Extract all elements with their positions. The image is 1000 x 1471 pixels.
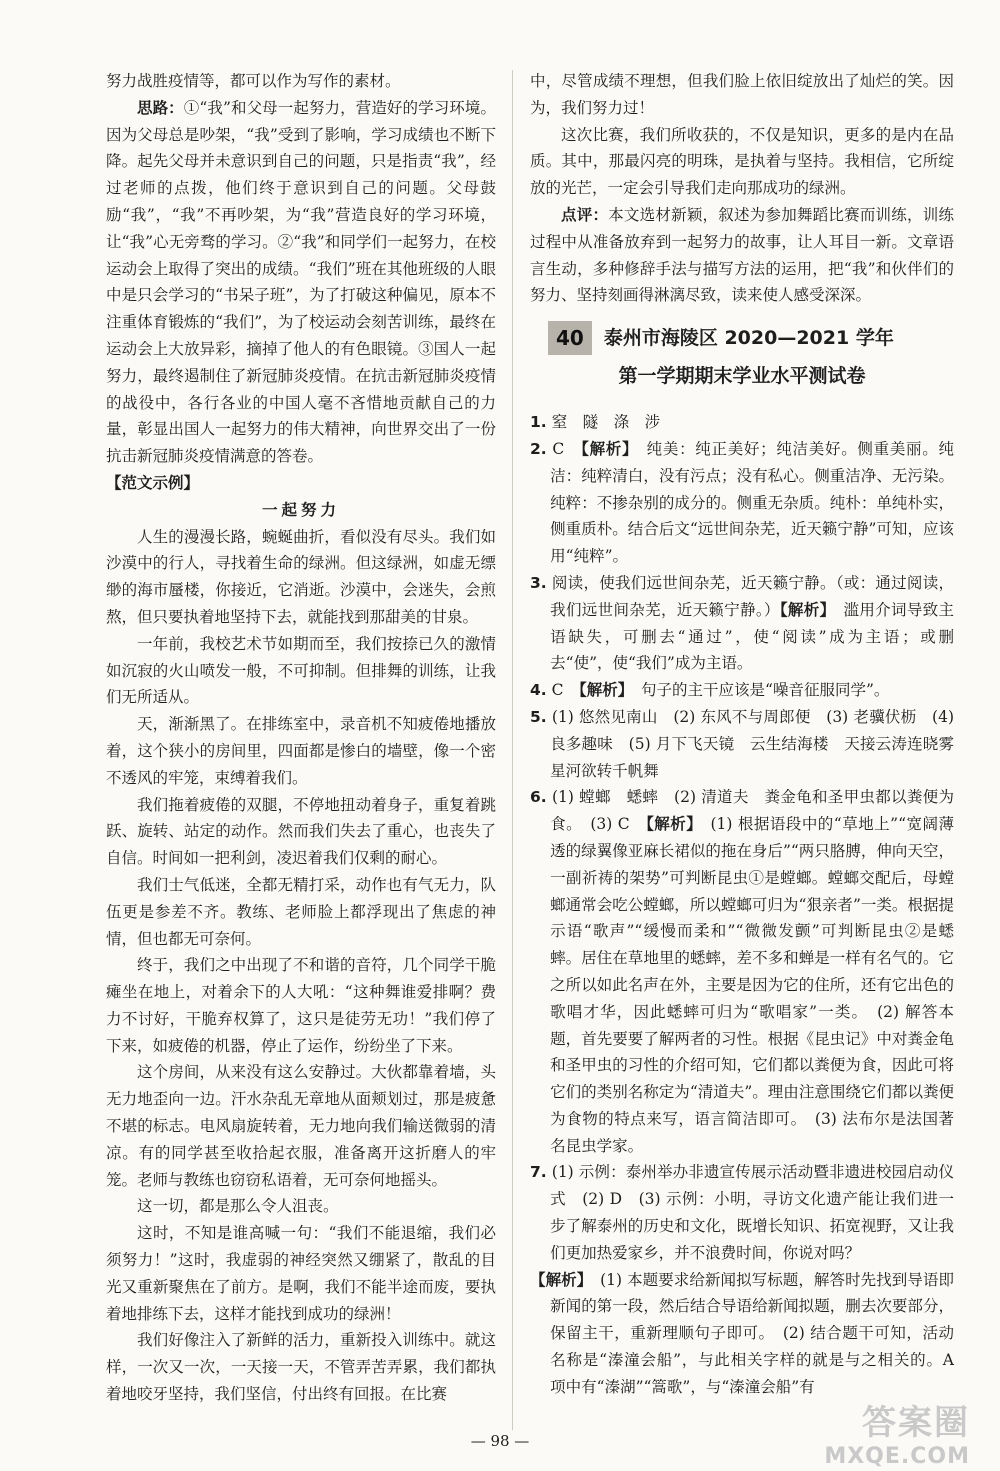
section-heading: [530, 319, 954, 395]
intro-tail: 努力战胜疫情等，都可以作为写作的素材。: [106, 72, 401, 90]
page-number: — 98 —: [470, 1432, 530, 1450]
answer-number: 4.: [530, 681, 547, 700]
silu-label: 思路：: [137, 98, 184, 117]
answer-text: (1) 本题要求给新闻拟写标题，解答时先找到导语即新闻的第一段，然后结合导语给新闻拟题，删去次要部分，保留主干，重新理顺句子即可。 (2) 结合题干可知，活动名称是“溱潼会船”，与此相关字样的就是与之相关的。A 项中有“溱湖”“篙歌”，与“溱潼会船”有: [550, 1270, 954, 1396]
essay-paragraph: 这时，不知是谁高喊一句：“我们不能退缩，我们必须努力！”这时，我虚弱的神经突然又绷紧了，散乱的目光又重新聚焦在了前方。是啊，我们不能半途而废，要执着地排练下去，这样才能找到成功的绿洲！: [106, 1224, 496, 1323]
section-title-line1: 泰州市海陵区 2020—2021 学年: [603, 327, 894, 350]
answer-text: (1) 示例：泰州举办非遗宣传展示活动暨非遗进校园启动仪式 (2) D (3) 示例：小明，寻访文化遗产能让我们进一步了解泰州的历史和文化，既增长知识、拓宽视野，又让我们更加热爱家乡，并不浪费时间，你说对吗？: [550, 1163, 954, 1262]
jiexi-label: 【解析】: [779, 600, 828, 619]
answer-text: 阅读，使我们远世间杂芜，近天籁宁静。（或：通过阅读，我们远世间杂芜，近天籁宁静。）: [550, 573, 954, 619]
left-column: [106, 68, 496, 1408]
essay-paragraph: 天，渐渐黑了。在排练室中，录音机不知疲倦地播放着，这个狭小的房间里，四面都是惨白的墙壁，像一个密不透风的牢笼，束缚着我们。: [106, 715, 496, 787]
watermark-logo: [824, 1395, 970, 1469]
essay-body-right: [530, 68, 954, 202]
watermark-line1: 答案圈: [862, 1403, 970, 1443]
section-title-line2: 第一学期期末学业水平测试卷: [618, 365, 866, 388]
answer-text: 窒 隧 涤 涉: [551, 413, 661, 432]
answer-text: 滥用介词导致主语缺失，可删去“通过”，使“阅读”成为主语；或删去“使”，使“我们”成为主语。: [550, 600, 954, 673]
essay-paragraph: 一年前，我校艺术节如期而至，我们按捺已久的激情如沉寂的火山喷发一般，不可抑制。但排舞的训练，让我们无所适从。: [106, 634, 496, 707]
answer-number: 2.: [530, 439, 547, 458]
answer-list: [530, 409, 970, 1400]
essay-paragraph: 这次比赛，我们所收获的，不仅是知识，更多的是内在品质。其中，那最闪亮的明珠，是执着与坚持。我相信，它所绽放的光芒，一定会引导我们走向那成功的绿洲。: [530, 125, 954, 198]
answer-item: [530, 784, 954, 1159]
essay-paragraph: 这个房间，从来没有这么安静过。大伙都靠着墙，头无力地歪向一边。汗水杂乱无章地从面颊划过，那是疲惫不堪的标志。电风扇旋转着，无力地向我们输送微弱的清凉。有的同学甚至收拾起衣服，准备离开这折磨人的牢笼。老师与教练也窃窃私语着，无可奈何地摇头。: [106, 1063, 496, 1189]
silu-text: ①“我”和父母一起努力，营造好的学习环境。因为父母总是吵架，“我”受到了影响，学习成绩也不断下降。起先父母并未意识到自己的问题，只是指责“我”，经过老师的点拨，他们终于意识到自己的问题。父母鼓励“我”，“我”不再吵架，为“我”营造良好的学习环境，让“我”心无旁骛的学习。②“我”和同学们一起努力，在校运动会上取得了突出的成绩。“我们”班在其他班级的人眼中是只会学习的“书呆子班”，为了打破这种偏见，原本不注重体育锻炼的“我们”，为了校运动会刻苦训练，最终在运动会上大放异彩，摘掉了他人的有色眼镜。③国人一起努力，最终遏制住了新冠肺炎疫情。在抗击新冠肺炎疫情的战役中，各行各业的中国人毫不吝惜地贡献自己的力量，彰显出国人一起努力的伟大精神，向世界交出了一份抗击新冠肺炎疫情满意的答卷。: [106, 98, 496, 466]
answer-item: [530, 677, 954, 704]
dianping-paragraph: [530, 202, 954, 309]
answer-item: [530, 436, 954, 570]
essay-paragraph: 我们好像注入了新鲜的活力，重新投入训练中。就这样，一次又一次，一天接一天，不管弄苦弄累，我们都执着地咬牙坚持，我们坚信，付出终有回报。在比赛: [106, 1331, 496, 1404]
essay-body-left: [106, 524, 496, 1408]
jiexi-label: 【解析】: [646, 815, 695, 834]
essay-title: 一起努力: [261, 500, 340, 519]
answer-text: C: [552, 439, 582, 458]
essay-paragraph: 人生的漫漫长路，蜿蜒曲折，看似没有尽头。我们如沙漠中的行人，寻找着生命的绿洲。但这绿洲，如虚无缥缈的海市蜃楼，你接近，它消逝。沙漠中，会迷失，会煎熬，但只要执着地坚持下去，就能找到那甜美的甘泉。: [106, 527, 496, 626]
jiexi-label: 【解析】: [530, 1270, 585, 1289]
answer-number: 5.: [530, 707, 547, 726]
essay-paragraph: 中，尽管成绩不理想，但我们脸上依旧绽放出了灿烂的笑。因为，我们努力过！: [530, 72, 954, 117]
answer-item: [530, 409, 954, 436]
answer-item: [530, 704, 970, 784]
section-number-badge: 40: [548, 321, 592, 355]
answer-number: 7.: [530, 1163, 547, 1182]
answer-number: 6.: [530, 788, 547, 807]
essay-paragraph: 我们拖着疲倦的双腿，不停地扭动着身子，重复着跳跃、旋转、站定的动作。然而我们失去了重心，也丧失了自信。时间如一把利剑，凌迟着我们仅剩的耐心。: [106, 795, 496, 868]
jiexi-label: 【解析】: [581, 439, 631, 458]
watermark-line2: MXQE.COM: [824, 1444, 970, 1469]
answer-text: (1) 螳螂 蟋蟀 (2) 清道夫 粪金龟和圣甲虫都以粪便为食。 (3) C: [550, 788, 954, 834]
answer-item: [530, 1267, 954, 1401]
answer-text: (1) 根据语段中的“草地上”“宽阔薄透的绿翼像亚麻长裙似的拖在身后”“两只胳膊，伸向天空，一副祈祷的架势”可判断昆虫①是螳螂。螳螂交配后，母螳螂通常会吃公螳螂，所以螳螂可归为“狠亲者”一类。根据提示语“歌声”“缓慢而柔和”“微微发颤”可判断昆虫②是蟋蟀。居住在草地里的蟋蟀，差不多和蝉是一样有名气的。它之所以如此名声在外，主要是因为它的住所，还有它出色的歌唱才华，因此蟋蟀可归为“歌唱家”一类。 (2) 解答本题，首先要要了解两者的习性。根据《昆虫记》中对粪金龟和圣甲虫的习性的介绍可知，它们都以粪便为食，因此可将它们的类别名称定为“清道夫”。理由注意围绕它们都以粪便为食物的特点来写，语言简洁即可。 (3) 法布尔是法国著名昆虫学家。: [550, 815, 954, 1155]
answer-number: 1.: [530, 413, 547, 432]
answer-text: 句子的主干应该是“噪音征服同学”。: [625, 681, 890, 700]
answer-item: [530, 1159, 954, 1266]
answer-item: [530, 570, 954, 677]
silu-paragraph: [106, 95, 496, 470]
column-divider: [512, 70, 513, 1430]
jiexi-label: 【解析】: [579, 681, 626, 700]
essay-paragraph: 终于，我们之中出现了不和谐的音符，几个同学干脆瘫坐在地上，对着余下的人大吼：“这种舞谁爱排啊？费力不讨好，干脆弃权算了，这只是徒劳无功！”我们停了下来，如疲倦的机器，停止了运作，纷纷坐了下来。: [106, 956, 496, 1055]
answer-text: 纯美：纯正美好；纯洁美好。侧重美丽。纯洁：纯粹清白，没有污点；没有私心。侧重洁净、无污染。纯粹：不掺杂别的成分的。侧重无杂质。纯朴：单纯朴实，侧重质朴。结合后文“远世间杂芜，近天籁宁静”可知，应该用“纯粹”。: [550, 439, 954, 566]
fanwen-label: 【范文示例】: [106, 473, 200, 492]
dianping-text: 本文选材新颖，叙述为参加舞蹈比赛而训练，训练过程中从准备放弃到一起努力的故事，让人耳目一新。文章语言生动，多种修辞手法与描写方法的运用，把“我”和伙伴们的努力、坚持刻画得淋漓尽致，读来使人感受深深。: [530, 205, 954, 305]
essay-paragraph: 我们士气低迷，全都无精打采，动作也有气无力，队伍更是参差不齐。教练、老师脸上都浮现出了焦虑的神情，但也都无可奈何。: [106, 875, 496, 948]
answer-number: 3.: [530, 573, 547, 592]
answer-text: C: [551, 681, 579, 700]
essay-paragraph: 这一切，都是那么令人沮丧。: [137, 1197, 339, 1216]
answer-text: (1) 悠然见南山 (2) 东风不与周郎便 (3) 老骥伏枥 (4) 良多趣味 (5) 月下飞天镜 云生结海楼 天接云涛连晓雾 星河欲转千帆舞: [550, 707, 970, 780]
right-column: [530, 68, 970, 1401]
dianping-label: 点评：: [561, 205, 609, 224]
